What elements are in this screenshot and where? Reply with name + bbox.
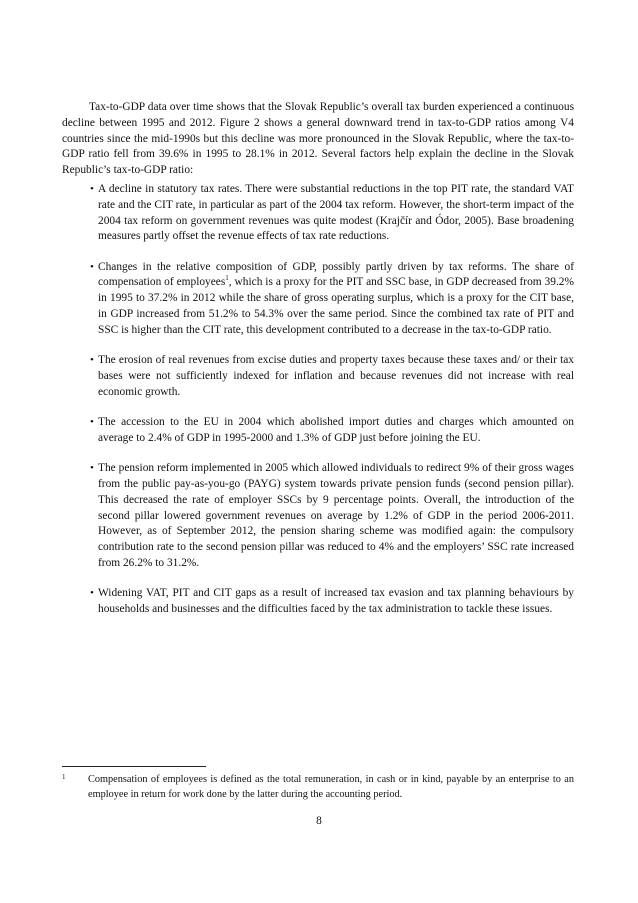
- list-item: [62, 260, 574, 339]
- list-item-text: The pension reform implemented in 2005 which allowed individuals to redirect 9% of their gross wages from the public pay-as-you-go (PAYG) system towards private pension funds (second pension pillar). This decreased the rate of employer SSCs by 9 percentage points. Overall, the introduction of the second pillar lowered government revenues on average by 1.2% of GDP in the period 2006-2011. However, as of September 2012, the pension sharing scheme was modified again: the compulsory contribution rate to the second pension pillar was reduced to 4% and the employers’ SSC rate increased from 26.2% to 31.2%.: [98, 462, 574, 569]
- list-item: [62, 182, 574, 245]
- footnote-reference[interactable]: 1: [225, 274, 229, 283]
- list-item-text-after: , which is a proxy for the PIT and SSC base, in GDP decreased from 39.2% in 1995 to 37.2% in 2012 while the share of gross operating surplus, which is a proxy for the CIT base, in GDP increased from 51.2% to 54.3% over the same period. Since the combined tax rate of PIT and SSC is higher than the CIT rate, this development contributed to a decrease in the tax-to-GDP ratio.: [98, 276, 574, 336]
- bullet-icon: •: [90, 462, 94, 475]
- list-item-text-before: Changes in the relative composition of GDP, possibly partly driven by tax reforms. The share of compensation of employees: [98, 260, 574, 289]
- footnote-divider: [62, 766, 206, 767]
- page-number: 8: [316, 815, 322, 827]
- bullet-icon: •: [90, 587, 94, 600]
- list-item-text: The accession to the EU in 2004 which abolished import duties and charges which amounted on average to 2.4% of GDP in 1995-2000 and 1.3% of GDP just before joining the EU.: [98, 416, 574, 444]
- bullet-icon: •: [90, 416, 94, 429]
- footnote-text: Compensation of employees is defined as the total remuneration, in cash or in kind, payable by an enterprise to an employee in return for work done by the latter during the accounting period.: [88, 774, 574, 801]
- list-item-text: The erosion of real revenues from excise duties and property taxes because these taxes and/ or their tax bases were not sufficiently indexed for inflation and because revenues did not increase with real economic growth.: [98, 354, 574, 398]
- list-item: [62, 461, 574, 572]
- intro-paragraph: Tax-to-GDP data over time shows that the Slovak Republic’s overall tax burden experienced a continuous decline between 1995 and 2012. Figure 2 shows a general downward trend in tax-to-GDP ratios among V4 countries since the mid-1990s but this decline was more pronounced in the Slovak Republic, where the tax-to-GDP ratio fell from 39.6% in 1995 to 28.1% in 2012. Several factors help explain the decline in the Slovak Republic’s tax-to-GDP ratio:: [62, 101, 574, 177]
- footnote: [62, 772, 574, 803]
- bullet-icon: •: [90, 183, 94, 195]
- bullet-icon: •: [90, 354, 94, 367]
- list-item-text: A decline in statutory tax rates. There were substantial reductions in the top PIT rate, the standard VAT rate and the CIT rate, in particular as part of the 2004 tax reform. However, the short-term impact of the 2004 tax reform on government revenues was quite modest (Krajčír and Ódor, 2005). Base broadening measures partly offset the revenue effects of tax rate reductions.: [98, 183, 574, 243]
- list-item: [62, 586, 574, 618]
- list-item: [62, 415, 574, 447]
- list-item-text: Widening VAT, PIT and CIT gaps as a result of increased tax evasion and tax planning behaviours by households and businesses and the difficulties faced by the tax administration to tackle these issues.: [98, 587, 574, 616]
- bullet-icon: •: [90, 260, 94, 273]
- factor-list: [62, 182, 574, 632]
- list-item: [62, 353, 574, 400]
- footnote-number: 1: [62, 773, 66, 781]
